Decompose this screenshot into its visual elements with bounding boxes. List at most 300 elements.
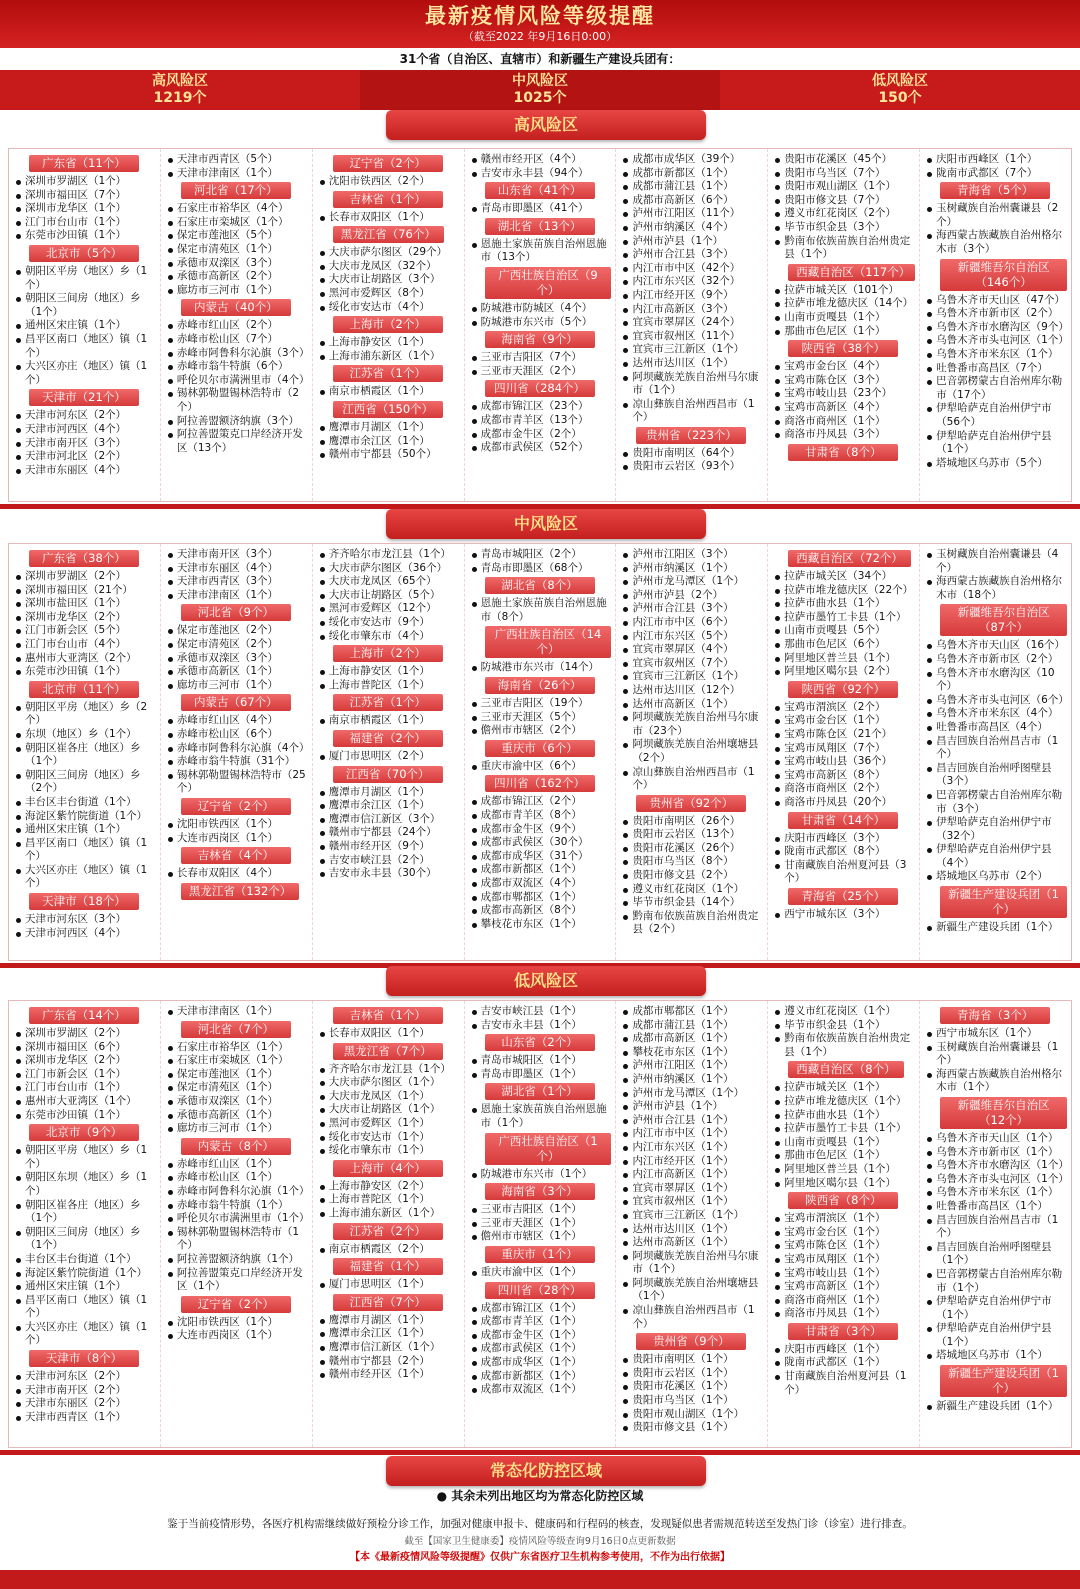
area-item: 儋州市市辖区（1个） <box>471 1230 612 1244</box>
area-item: 齐齐哈尔市龙江县（1个） <box>319 1063 460 1077</box>
area-item: 黑河市爱辉区（1个） <box>319 1117 460 1131</box>
area-item: 贵阳市乌当区（7个） <box>774 167 915 181</box>
province-tag: 上海市（2个） <box>333 316 443 333</box>
region-column <box>919 544 1071 960</box>
area-item: 阿里地区普兰县（1个） <box>774 652 915 666</box>
province-tag: 北京市（11个） <box>29 681 139 698</box>
region-column <box>767 149 919 501</box>
area-item: 东莞市沙田镇（1个） <box>15 229 156 243</box>
area-item: 天津市津南区（1个） <box>167 589 308 603</box>
area-item: 赤峰市红山区（1个） <box>167 1158 308 1172</box>
province-tag: 黑龙江省（132个） <box>181 883 299 900</box>
area-item: 朝阳区平房（地区）乡（1个） <box>15 265 156 292</box>
province-tag: 吉林省（4个） <box>181 847 291 864</box>
region-column <box>312 1001 464 1447</box>
area-item: 沈阳市铁西区（1个） <box>167 1316 308 1330</box>
province-tag: 新疆维吾尔自治区（146个） <box>940 259 1067 291</box>
area-item: 天津市南开区（2个） <box>15 1384 156 1398</box>
area-item: 成都市武侯区（1个） <box>471 1342 612 1356</box>
province-tag: 江苏省（1个） <box>333 365 443 382</box>
area-item: 锡林郭勒盟锡林浩特市（2个） <box>167 387 308 414</box>
area-item: 通州区宋庄镇（1个） <box>15 1280 156 1294</box>
area-item: 商洛市丹凤县（3个） <box>774 428 915 442</box>
area-item: 成都市新都区（1个） <box>471 863 612 877</box>
province-tag: 辽宁省（2个） <box>181 798 291 815</box>
area-item: 深圳市福田区（6个） <box>15 1041 156 1055</box>
area-item: 承德市双滦区（3个） <box>167 257 308 271</box>
area-item: 保定市清苑区（2个） <box>167 638 308 652</box>
area-item: 成都市金牛区（1个） <box>471 1329 612 1343</box>
area-item: 成都市高新区（6个） <box>622 194 763 208</box>
province-tag: 新疆生产建设兵团（1个） <box>940 886 1067 918</box>
section-title-high: 高风险区 <box>386 110 706 140</box>
area-item: 塔城地区乌苏市（5个） <box>926 457 1067 471</box>
area-item: 商洛市商州区（1个） <box>774 415 915 429</box>
region-column <box>615 149 767 501</box>
area-item: 赣州市宁都县（50个） <box>319 448 460 462</box>
area-item: 乌鲁木齐市头屯河区（1个） <box>926 334 1067 348</box>
area-item: 阿坝藏族羌族自治州马尔康市（1个） <box>622 1250 763 1277</box>
province-tag: 广东省（14个） <box>29 1007 139 1024</box>
area-item: 阿里地区噶尔县（2个） <box>774 665 915 679</box>
province-tag: 河北省（7个） <box>181 1021 291 1038</box>
area-item: 宝鸡市岐山县（1个） <box>774 1267 915 1281</box>
area-item: 吉安市峡江县（2个） <box>319 854 460 868</box>
area-item: 恩施土家族苗族自治州恩施市（1个） <box>471 1103 612 1130</box>
area-item: 青岛市即墨区（1个） <box>471 1068 612 1082</box>
area-item: 拉萨市墨竹工卡县（1个） <box>774 1122 915 1136</box>
area-item: 成都市成华区（39个） <box>622 153 763 167</box>
area-item: 厦门市思明区（1个） <box>319 1278 460 1292</box>
region-column <box>464 149 616 501</box>
area-item: 成都市青羊区（8个） <box>471 809 612 823</box>
area-item: 泸州市合江县（1个） <box>622 1114 763 1128</box>
mid-risk-panel <box>8 543 1072 961</box>
high-risk-panel <box>8 148 1072 502</box>
area-item: 黔南布依族苗族自治州贵定县（1个） <box>774 235 915 262</box>
area-item: 那曲市色尼区（1个） <box>774 1149 915 1163</box>
area-item: 鹰潭市信江新区（3个） <box>319 813 460 827</box>
area-item: 宜宾市三江新区（1个） <box>622 343 763 357</box>
area-item: 贵阳市云岩区（1个） <box>622 1367 763 1381</box>
area-item: 宝鸡市陈仓区（21个） <box>774 728 915 742</box>
province-tag: 贵州省（9个） <box>636 1333 746 1350</box>
area-item: 阿坝藏族羌族自治州马尔康市（1个） <box>622 371 763 398</box>
area-item: 巴音郭楞蒙古自治州库尔勒市（3个） <box>926 789 1067 816</box>
area-item: 宜宾市叙州区（7个） <box>622 657 763 671</box>
area-item: 拉萨市曲水县（1个） <box>774 1109 915 1123</box>
area-item: 长春市双阳区（1个） <box>319 1027 460 1041</box>
area-item: 南京市栖霞区（1个） <box>319 714 460 728</box>
area-item: 乌鲁木齐市米东区（1个） <box>926 1186 1067 1200</box>
normal-text-value: 其余未列出地区均为常态化防控区域 <box>451 1489 644 1503</box>
area-item: 赤峰市阿鲁科尔沁旗（4个） <box>167 742 308 756</box>
area-item: 通州区宋庄镇（1个） <box>15 319 156 333</box>
area-item: 庆阳市西峰区（3个） <box>774 832 915 846</box>
area-item: 伊犁哈萨克自治州伊宁县（4个） <box>926 843 1067 870</box>
area-item: 昌吉回族自治州呼图壁县（3个） <box>926 762 1067 789</box>
region-column <box>160 1001 312 1447</box>
area-item: 通州区宋庄镇（1个） <box>15 823 156 837</box>
area-item: 内江市东兴区（1个） <box>622 1141 763 1155</box>
area-item: 玉树藏族自治州囊谦县（4个） <box>926 548 1067 575</box>
province-tag: 山东省（2个） <box>485 1034 595 1051</box>
province-tag: 四川省（162个） <box>485 775 595 792</box>
province-tag: 海南省（9个） <box>485 331 595 348</box>
area-item: 天津市津南区（1个） <box>167 1005 308 1019</box>
area-item: 乌鲁木齐市头屯河区（1个） <box>926 1173 1067 1187</box>
area-item: 廊坊市三河市（1个） <box>167 284 308 298</box>
province-tag: 河北省（9个） <box>181 604 291 621</box>
province-tag: 西藏自治区（117个） <box>788 264 915 281</box>
province-tag: 江西省（7个） <box>333 1294 443 1311</box>
province-tag: 黑龙江省（76个） <box>333 226 444 243</box>
area-item: 贵阳市观山湖区（1个） <box>774 180 915 194</box>
area-item: 惠州市大亚湾区（2个） <box>15 652 156 666</box>
area-item: 遵义市红花岗区（1个） <box>774 1005 915 1019</box>
province-tag: 新疆维吾尔自治区（87个） <box>940 604 1067 636</box>
area-item: 山南市贡嘎县（1个） <box>774 1136 915 1150</box>
area-item: 朝阳区平房（地区）乡（1个） <box>15 1144 156 1171</box>
area-item: 上海市普陀区（1个） <box>319 679 460 693</box>
area-item: 防城港市东兴市（14个） <box>471 661 612 675</box>
area-item: 阿拉善盟额济纳旗（3个） <box>167 415 308 429</box>
area-item: 商洛市商州区（2个） <box>774 782 915 796</box>
area-item: 拉萨市堆龙德庆区（14个） <box>774 297 915 311</box>
province-tag: 甘肃省（14个） <box>788 812 898 829</box>
area-item: 赤峰市翁牛特旗（1个） <box>167 1199 308 1213</box>
summary-label: 低风险区 <box>872 73 928 89</box>
area-item: 成都市双流区（1个） <box>471 1383 612 1397</box>
province-tag: 重庆市（6个） <box>485 740 595 757</box>
area-item: 达州市高新区（1个） <box>622 1236 763 1250</box>
region-column <box>160 149 312 501</box>
area-item: 凉山彝族自治州西昌市（1个） <box>622 1304 763 1331</box>
area-item: 朝阳区三间房（地区）乡（2个） <box>15 769 156 796</box>
area-item: 深圳市龙华区（1个） <box>15 202 156 216</box>
area-item: 遵义市红花岗区（2个） <box>774 207 915 221</box>
summary-banner <box>0 70 1080 110</box>
province-tag: 新疆维吾尔自治区（12个） <box>940 1097 1067 1129</box>
bottom-bar <box>0 1570 1080 1589</box>
area-item: 伊犁哈萨克自治州伊宁市（56个） <box>926 402 1067 429</box>
area-item: 朝阳区平房（地区）乡（2个） <box>15 701 156 728</box>
area-item: 天津市河东区（3个） <box>15 913 156 927</box>
summary-low <box>720 70 1080 110</box>
area-item: 天津市津南区（1个） <box>167 167 308 181</box>
area-item: 宝鸡市岐山县（23个） <box>774 387 915 401</box>
area-item: 绥化市安达市（4个） <box>319 301 460 315</box>
area-item: 海淀区紫竹院街道（1个） <box>15 810 156 824</box>
area-item: 泸州市泸县（1个） <box>622 1100 763 1114</box>
area-item: 鹰潭市余江区（1个） <box>319 435 460 449</box>
area-item: 商洛市商州区（1个） <box>774 1294 915 1308</box>
area-item: 绥化市肇东市（1个） <box>319 1144 460 1158</box>
area-item: 成都市锦江区（1个） <box>471 1302 612 1316</box>
area-item: 防城港市防城区（4个） <box>471 302 612 316</box>
region-column <box>312 149 464 501</box>
area-item: 成都市金牛区（9个） <box>471 823 612 837</box>
area-item: 江门市台山市（1个） <box>15 216 156 230</box>
province-tag: 江西省（70个） <box>333 766 443 783</box>
province-tag: 福建省（1个） <box>333 1258 443 1275</box>
area-item: 江门市台山市（4个） <box>15 638 156 652</box>
area-item: 庆阳市西峰区（1个） <box>926 153 1067 167</box>
region-column <box>9 544 160 960</box>
area-item: 昌平区南口（地区）镇（1个） <box>15 1294 156 1321</box>
area-item: 呼伦贝尔市满洲里市（1个） <box>167 1212 308 1226</box>
area-item: 成都市郫都区（1个） <box>622 1005 763 1019</box>
low-risk-columns <box>9 1001 1071 1447</box>
area-item: 成都市蒲江县（1个） <box>622 1019 763 1033</box>
area-item: 保定市清苑区（1个） <box>167 1081 308 1095</box>
area-item: 泸州市纳溪区（4个） <box>622 221 763 235</box>
area-item: 泸州市纳溪区（1个） <box>622 1073 763 1087</box>
area-item: 赤峰市松山区（6个） <box>167 728 308 742</box>
area-item: 昌吉回族自治州昌吉市（1个） <box>926 735 1067 762</box>
area-item: 深圳市龙华区（2个） <box>15 611 156 625</box>
area-item: 上海市静安区（2个） <box>319 1180 460 1194</box>
area-item: 宝鸡市渭滨区（2个） <box>774 701 915 715</box>
section-title-normal: 常态化防控区域 <box>386 1456 706 1486</box>
area-item: 内江市东兴区（5个） <box>622 630 763 644</box>
area-item: 沈阳市铁西区（2个） <box>319 175 460 189</box>
area-item: 大庆市龙凤区（1个） <box>319 1090 460 1104</box>
area-item: 乌鲁木齐市水磨沟区（10个） <box>926 667 1067 694</box>
province-tag: 广西壮族自治区（14个） <box>485 626 612 658</box>
area-item: 成都市锦江区（23个） <box>471 400 612 414</box>
area-item: 上海市浦东新区（1个） <box>319 1207 460 1221</box>
area-item: 廊坊市三河市（1个） <box>167 679 308 693</box>
summary-count: 1219个 <box>153 90 207 106</box>
province-tag: 湖北省（1个） <box>485 1083 595 1100</box>
area-item: 贵阳市观山湖区（1个） <box>622 1408 763 1422</box>
divider <box>0 1450 1080 1455</box>
area-item: 深圳市龙华区（2个） <box>15 1054 156 1068</box>
footer-disclaimer: 【本《最新疫情风险等级提醒》仅供广东省医疗卫生机构参考使用，不作为出行依据】 <box>350 1552 730 1563</box>
area-item: 大庆市龙凤区（65个） <box>319 575 460 589</box>
region-column <box>9 1001 160 1447</box>
area-item: 鹰潭市余江区（1个） <box>319 799 460 813</box>
area-item: 呼伦贝尔市满洲里市（4个） <box>167 374 308 388</box>
region-column <box>615 1001 767 1447</box>
area-item: 朝阳区东坝（地区）乡（1个） <box>15 1171 156 1198</box>
area-item: 赣州市经开区（4个） <box>471 153 612 167</box>
area-item: 天津市南开区（3个） <box>15 437 156 451</box>
area-item: 内江市高新区（1个） <box>622 1168 763 1182</box>
area-item: 赣州市宁都县（2个） <box>319 1355 460 1369</box>
area-item: 吉安市永丰县（30个） <box>319 867 460 881</box>
area-item: 赣州市经开区（9个） <box>319 840 460 854</box>
area-item: 拉萨市墨竹工卡县（1个） <box>774 611 915 625</box>
area-item: 绥化市安达市（9个） <box>319 616 460 630</box>
area-item: 凉山彝族自治州西昌市（1个） <box>622 398 763 425</box>
area-item: 海西蒙古族藏族自治州格尔木市（18个） <box>926 575 1067 602</box>
area-item: 陇南市武都区（7个） <box>926 167 1067 181</box>
area-item: 大庆市萨尔图区（36个） <box>319 562 460 576</box>
province-tag: 四川省（284个） <box>485 380 595 397</box>
area-item: 朝阳区崔各庄（地区）乡（1个） <box>15 1199 156 1226</box>
area-item: 黑河市爱辉区（12个） <box>319 602 460 616</box>
area-item: 毕节市织金县（3个） <box>774 221 915 235</box>
area-item: 宜宾市翠屏区（4个） <box>622 643 763 657</box>
area-item: 石家庄市裕华区（4个） <box>167 202 308 216</box>
area-item: 绥化市安达市（1个） <box>319 1131 460 1145</box>
area-item: 乌鲁木齐市头屯河区（6个） <box>926 694 1067 708</box>
province-tag: 内蒙古（67个） <box>181 694 291 711</box>
area-item: 保定市莲池区（2个） <box>167 624 308 638</box>
area-item: 吉安市永丰县（1个） <box>471 1019 612 1033</box>
area-item: 锡林郭勒盟锡林浩特市（25个） <box>167 769 308 796</box>
province-tag: 湖北省（8个） <box>485 577 595 594</box>
province-tag: 辽宁省（2个） <box>333 155 443 172</box>
area-item: 吉安市永丰县（94个） <box>471 167 612 181</box>
area-item: 泸州市江阳区（3个） <box>622 548 763 562</box>
summary-count: 150个 <box>878 90 922 106</box>
area-item: 贵阳市修文县（7个） <box>774 194 915 208</box>
area-item: 阿坝藏族羌族自治州壤塘县（2个） <box>622 738 763 765</box>
area-item: 赤峰市松山区（7个） <box>167 333 308 347</box>
area-item: 宜宾市叙州区（11个） <box>622 330 763 344</box>
area-item: 天津市河东区（2个） <box>15 409 156 423</box>
area-item: 吐鲁番市高昌区（7个） <box>926 362 1067 376</box>
area-item: 乌鲁木齐市新市区（1个） <box>926 1146 1067 1160</box>
region-column <box>312 544 464 960</box>
province-tag: 江苏省（2个） <box>333 1223 443 1240</box>
area-item: 毕节市织金县（14个） <box>622 896 763 910</box>
region-column <box>464 1001 616 1447</box>
area-item: 天津市东丽区（2个） <box>15 1397 156 1411</box>
area-item: 大兴区亦庄（地区）镇（1个） <box>15 360 156 387</box>
area-item: 承德市双滦区（3个） <box>167 652 308 666</box>
footer-note: 鉴于当前疫情形势，各医疗机构需继续做好预检分诊工作，加强对健康申报卡、健康码和行程码的核查，发现疑似患者需规范转送至发热门诊（诊室）进行排查。 <box>167 1518 913 1530</box>
region-column <box>615 544 767 960</box>
area-item: 鹰潭市信江新区（1个） <box>319 1341 460 1355</box>
area-item: 玉树藏族自治州囊谦县（1个） <box>926 1041 1067 1068</box>
area-item: 宝鸡市陈仓区（1个） <box>774 1239 915 1253</box>
area-item: 大连市西岗区（1个） <box>167 832 308 846</box>
region-column <box>160 544 312 960</box>
province-tag: 江苏省（1个） <box>333 694 443 711</box>
area-item: 甘南藏族自治州夏河县（1个） <box>774 1370 915 1397</box>
province-tag: 海南省（26个） <box>485 677 595 694</box>
province-tag: 山东省（41个） <box>485 182 595 199</box>
area-item: 阿里地区噶尔县（1个） <box>774 1177 915 1191</box>
area-item: 吉安市峡江县（1个） <box>471 1005 612 1019</box>
province-tag: 黑龙江省（7个） <box>333 1043 443 1060</box>
province-tag: 北京市（9个） <box>29 1124 139 1141</box>
area-item: 上海市普陀区（1个） <box>319 1193 460 1207</box>
area-item: 成都市锦江区（2个） <box>471 795 612 809</box>
area-item: 保定市莲池区（5个） <box>167 229 308 243</box>
area-item: 贵阳市南明区（64个） <box>622 447 763 461</box>
province-tag: 西藏自治区（8个） <box>788 1061 903 1078</box>
province-tag: 贵州省（223个） <box>636 427 746 444</box>
area-item: 防城港市东兴市（5个） <box>471 316 612 330</box>
summary-high <box>0 70 360 110</box>
area-item: 大庆市让胡路区（5个） <box>319 589 460 603</box>
area-item: 贵阳市花溪区（26个） <box>622 842 763 856</box>
province-tag: 青海省（5个） <box>940 182 1050 199</box>
area-item: 石家庄市栾城区（1个） <box>167 216 308 230</box>
area-item: 成都市武侯区（30个） <box>471 836 612 850</box>
province-tag: 重庆市（1个） <box>485 1246 595 1263</box>
area-item: 拉萨市曲水县（1个） <box>774 597 915 611</box>
area-item: 赣州市宁都县（24个） <box>319 826 460 840</box>
area-item: 保定市清苑区（1个） <box>167 243 308 257</box>
area-item: 昌平区南口（地区）镇（1个） <box>15 837 156 864</box>
area-item: 泸州市泸县（1个） <box>622 235 763 249</box>
area-item: 承德市高新区（1个） <box>167 665 308 679</box>
region-column <box>9 149 160 501</box>
province-tag: 辽宁省（2个） <box>181 1296 291 1313</box>
province-tag: 陕西省（38个） <box>788 340 898 357</box>
area-item: 青岛市即墨区（68个） <box>471 562 612 576</box>
area-item: 鹰潭市月湖区（1个） <box>319 421 460 435</box>
normal-section <box>0 1483 1080 1504</box>
area-item: 天津市河东区（2个） <box>15 1370 156 1384</box>
summary-mid <box>360 70 720 110</box>
mid-risk-columns <box>9 544 1071 960</box>
area-item: 天津市东丽区（4个） <box>15 464 156 478</box>
area-item: 山南市贡嘎县（5个） <box>774 624 915 638</box>
area-item: 恩施土家族苗族自治州恩施市（13个） <box>471 238 612 265</box>
area-item: 宝鸡市金台区（1个） <box>774 1226 915 1240</box>
area-item: 宝鸡市高新区（8个） <box>774 769 915 783</box>
area-item: 新疆生产建设兵团（1个） <box>926 921 1067 935</box>
area-item: 乌鲁木齐市天山区（16个） <box>926 639 1067 653</box>
province-tag: 上海市（4个） <box>333 1160 443 1177</box>
area-item: 东坝（地区）乡（1个） <box>15 728 156 742</box>
area-item: 黑河市爱辉区（8个） <box>319 287 460 301</box>
province-tag: 上海市（2个） <box>333 645 443 662</box>
province-tag: 广东省（38个） <box>29 550 139 567</box>
area-item: 宝鸡市岐山县（36个） <box>774 755 915 769</box>
area-item: 三亚市吉阳区（19个） <box>471 697 612 711</box>
area-item: 泸州市龙马潭区（1个） <box>622 575 763 589</box>
area-item: 南京市栖霞区（2个） <box>319 1243 460 1257</box>
area-item: 赤峰市阿鲁科尔沁旗（1个） <box>167 1185 308 1199</box>
area-item: 陇南市武都区（1个） <box>774 1356 915 1370</box>
area-item: 石家庄市裕华区（1个） <box>167 1041 308 1055</box>
summary-count: 1025个 <box>513 90 567 106</box>
area-item: 贵阳市修文县（1个） <box>622 1421 763 1435</box>
area-item: 宜宾市翠屏区（24个） <box>622 316 763 330</box>
province-tag: 吉林省（1个） <box>333 1007 443 1024</box>
province-tag: 贵州省（92个） <box>636 795 746 812</box>
high-risk-columns <box>9 149 1071 501</box>
area-item: 庆阳市西峰区（1个） <box>774 1343 915 1357</box>
province-tag: 青海省（3个） <box>940 1007 1050 1024</box>
area-item: 宜宾市三江新区（1个） <box>622 670 763 684</box>
area-item: 阿拉善盟策克口岸经济开发区（1个） <box>167 1267 308 1294</box>
area-item: 吐鲁番市高昌区（1个） <box>926 1200 1067 1214</box>
area-item: 新疆生产建设兵团（1个） <box>926 1400 1067 1414</box>
area-item: 黔南布依族苗族自治州贵定县（1个） <box>774 1032 915 1059</box>
area-item: 贵阳市花溪区（1个） <box>622 1380 763 1394</box>
area-item: 贵阳市云岩区（13个） <box>622 828 763 842</box>
area-item: 商洛市丹凤县（20个） <box>774 796 915 810</box>
area-item: 海淀区紫竹院街道（1个） <box>15 1267 156 1281</box>
area-item: 伊犁哈萨克自治州伊宁县（1个） <box>926 430 1067 457</box>
area-item: 成都市新都区（1个） <box>471 1370 612 1384</box>
area-item: 宝鸡市高新区（4个） <box>774 401 915 415</box>
province-tag: 海南省（3个） <box>485 1183 595 1200</box>
area-item: 赤峰市红山区（4个） <box>167 714 308 728</box>
area-item: 商洛市丹凤县（1个） <box>774 1307 915 1321</box>
area-item: 大庆市让胡路区（3个） <box>319 273 460 287</box>
area-item: 宝鸡市渭滨区（1个） <box>774 1212 915 1226</box>
